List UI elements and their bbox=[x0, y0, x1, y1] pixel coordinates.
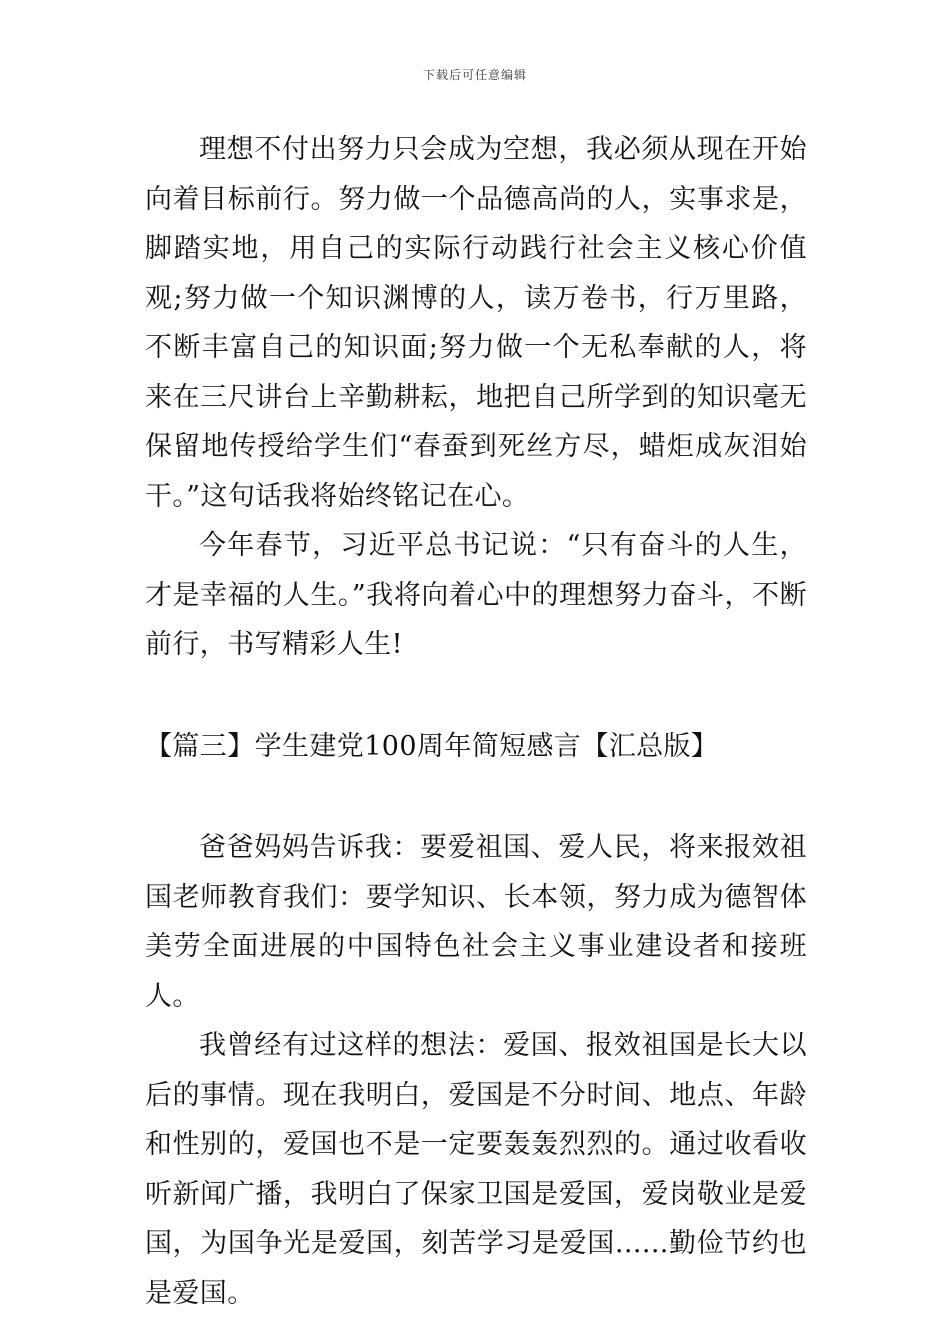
spacer bbox=[145, 771, 807, 823]
document-body bbox=[145, 125, 807, 1318]
paragraph-spring-festival: 今年春节，习近平总书记说：“只有奋斗的人生，才是幸福的人生。”我将向着心中的理想努力奋斗，不断前行，书写精彩人生! bbox=[145, 530, 807, 660]
paragraph-ideal-effort: 理想不付出努力只会成为空想，我必须从现在开始向着目标前行。努力做一个品德高尚的人，实事求是，脚踏实地，用自己的实际行动践行社会主义核心价值观;努力做一个知识渊博的人，读万卷书，行万里路，不断丰富自己的知识面;努力做一个无私奉献的人，将来在三尺讲台上辛勤耕耘，地把自己所学到的知识毫无保留地传授给学生们“春蚕到死丝方尽，蜡炬成灰泪始干。”这句话我将始终铭记在心。 bbox=[145, 134, 807, 512]
paragraph-patriotism: 我曾经有过这样的想法：爱国、报效祖国是长大以后的事情。现在我明白，爱国是不分时间、地点、年龄和性别的，爱国也不是一定要轰轰烈烈的。通过收看收听新闻广播，我明白了保家卫国是爱国，爱岗敬业是爱国，为国争光是爱国，刻苦学习是爱国......勤俭节约也是爱国。 bbox=[145, 1030, 807, 1309]
page-header-note: 下载后可任意编辑 bbox=[422, 68, 527, 82]
section-heading: 【篇三】学生建党100周年简短感言【汇总版】 bbox=[145, 730, 719, 762]
paragraph-parents-teachers: 爸爸妈妈告诉我：要爱祖国、爱人民，将来报效祖国老师教育我们：要学知识、长本领，努力成为德智体美劳全面进展的中国特色社会主义事业建设者和接班人。 bbox=[145, 832, 807, 1012]
spacer bbox=[145, 670, 807, 722]
